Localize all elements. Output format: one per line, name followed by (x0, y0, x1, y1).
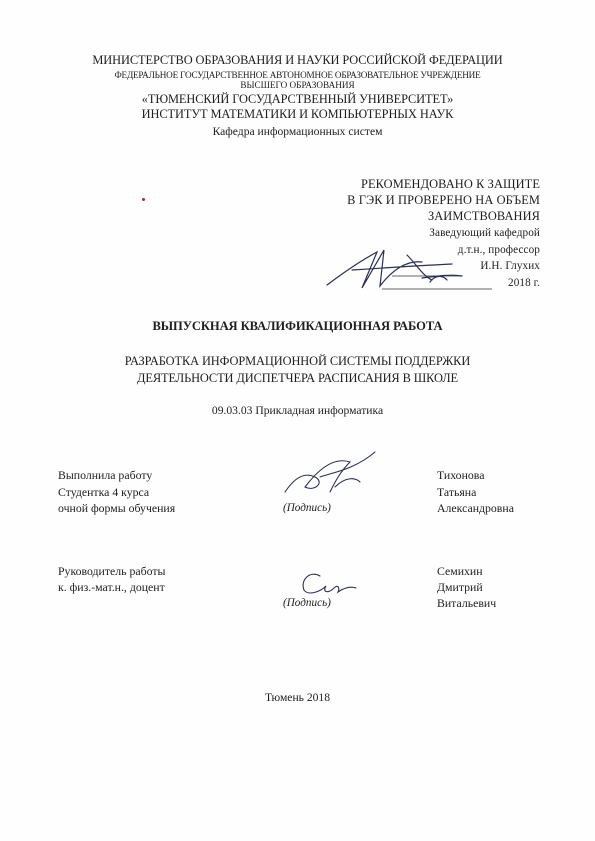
author-label-3: очной формы обучения (58, 501, 176, 515)
supervisor-surname: Семихин (437, 564, 483, 578)
author-patronymic: Александровна (437, 501, 514, 515)
approval-line-2: В ГЭК И ПРОВЕРЕНО НА ОБЪЕМ (347, 193, 540, 207)
university-name: «ТЮМЕНСКИЙ ГОСУДАРСТВЕННЫЙ УНИВЕРСИТЕТ» (141, 92, 454, 106)
supervisor-label-1: Руководитель работы (58, 564, 166, 578)
supervisor-signature-caption: (Подпись) (283, 597, 331, 609)
supervisor-label-2: к. физ.-мат.н., доцент (58, 580, 165, 594)
institution-line-1: ФЕДЕРАЛЬНОЕ ГОСУДАРСТВЕННОЕ АВТОНОМНОЕ ОБРАЗОВАТЕЛЬНОЕ УЧРЕЖДЕНИЕ (114, 70, 481, 80)
institution-line-2: ВЫСШЕГО ОБРАЗОВАНИЯ (240, 80, 355, 90)
author-surname: Тихонова (437, 468, 485, 482)
topic-line-2: ДЕЯТЕЛЬНОСТИ ДИСПЕТЧЕРА РАСПИСАНИЯ В ШКОЛЕ (137, 371, 458, 385)
work-type-title: ВЫПУСКНАЯ КВАЛИФИКАЦИОННАЯ РАБОТА (152, 319, 443, 333)
approval-line-1: РЕКОМЕНДОВАНО К ЗАЩИТЕ (360, 177, 540, 191)
head-signature (322, 240, 542, 295)
specialty-code: 09.03.03 Прикладная информатика (211, 404, 384, 417)
institute-name: ИНСТИТУТ МАТЕМАТИКИ И КОМПЬЮТЕРНЫХ НАУК (141, 107, 454, 121)
head-of-department-degree: д.т.н., профессор (457, 244, 540, 256)
city-year: Тюмень 2018 (264, 691, 331, 704)
ministry-heading: МИНИСТЕРСТВО ОБРАЗОВАНИЯ И НАУКИ РОССИЙСКОЙ ФЕДЕРАЦИИ (92, 53, 503, 67)
ink-spot (142, 198, 145, 201)
head-of-department-title: Заведующий кафедрой (429, 227, 540, 239)
author-first-name: Татьяна (437, 485, 477, 499)
author-signature-caption: (Подпись) (283, 502, 331, 514)
department-name: Кафедра информационных систем (212, 125, 383, 138)
approval-line-3: ЗАИМСТВОВАНИЯ (427, 209, 540, 223)
head-of-department-name: И.Н. Глухих (480, 260, 540, 272)
topic-line-1: РАЗРАБОТКА ИНФОРМАЦИОННОЙ СИСТЕМЫ ПОДДЕРЖКИ (124, 354, 471, 368)
approval-year: 2018 г. (508, 277, 540, 289)
supervisor-patronymic: Витальевич (437, 596, 497, 610)
author-signature (275, 447, 385, 502)
author-label-1: Выполнила работу (58, 468, 153, 482)
supervisor-first-name: Дмитрий (437, 580, 483, 594)
supervisor-signature (290, 568, 370, 600)
author-label-2: Студентка 4 курса (58, 485, 150, 499)
